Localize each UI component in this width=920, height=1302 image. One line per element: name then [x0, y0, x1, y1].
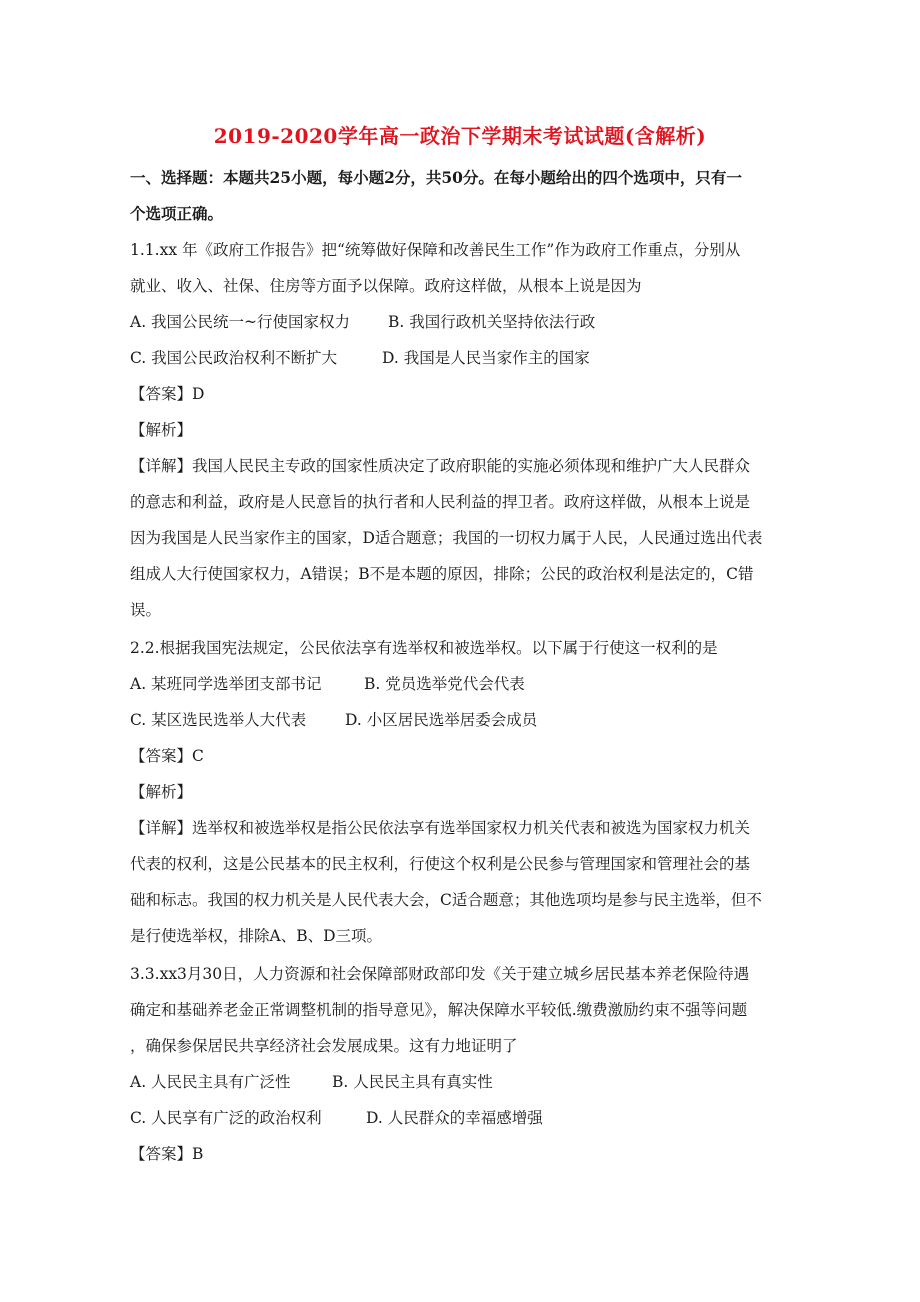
- section-instruction-line-2: 个选项正确。: [130, 204, 224, 223]
- q3-option-c: C. 人民享有广泛的政治权利: [130, 1109, 322, 1127]
- q1-option-c: C. 我国公民政治权利不断扩大: [130, 349, 338, 367]
- q3-option-d: D. 人民群众的幸福感增强: [366, 1109, 543, 1127]
- q2-detail-line-4: 是行使选举权，排除A、B、D三项。: [130, 927, 383, 945]
- q1-option-a: A. 我国公民统一~行使国家权力: [130, 313, 351, 331]
- q3-stem-line-2: 确定和基础养老金正常调整机制的指导意见》，解决保障水平较低.缴费激励约束不强等问题: [130, 1001, 748, 1019]
- q2-stem-line-1: 2.2.根据我国宪法规定，公民依法享有选举权和被选举权。以下属于行使这一权利的是: [130, 639, 718, 657]
- q1-options-row-2: [130, 346, 590, 370]
- q3-stem-line-1: 3.3.xx3月30日，人力资源和社会保障部财政部印发《关于建立城乡居民基本养老保险待遇: [130, 965, 750, 983]
- q3-options-row-1: [130, 1070, 493, 1094]
- q2-options-row-1: [130, 672, 525, 696]
- q1-answer: 【答案】D: [130, 385, 205, 403]
- q2-answer: 【答案】C: [130, 747, 204, 765]
- q3-answer: 【答案】B: [130, 1145, 204, 1163]
- q1-analysis-label: 【解析】: [130, 421, 193, 439]
- q2-detail-line-3: 础和标志。我国的权力机关是人民代表大会，C适合题意；其他选项均是参与民主选举，但不: [130, 891, 762, 909]
- section-instruction-line-1: 一、选择题：本题共25小题，每小题2分，共50分。在每小题给出的四个选项中，只有一: [130, 168, 742, 187]
- document-title: 2019-2020学年高一政治下学期末考试试题(含解析): [213, 124, 707, 148]
- q1-option-b: B. 我国行政机关坚持依法行政: [388, 313, 596, 331]
- q2-analysis-label: 【解析】: [130, 783, 193, 801]
- q2-detail-line-1: 【详解】选举权和被选举权是指公民依法享有选举国家权力机关代表和被选为国家权力机关: [130, 819, 751, 837]
- q3-options-row-2: [130, 1106, 543, 1130]
- q1-detail-line-3: 因为我国是人民当家作主的国家，D适合题意；我国的一切权力属于人民，人民通过选出代表: [130, 529, 763, 547]
- q2-detail-line-2: 代表的权利，这是公民基本的民主权利，行使这个权利是公民参与管理国家和管理社会的基: [130, 855, 751, 873]
- q1-detail-line-4: 组成人大行使国家权力，A错误；B不是本题的原因，排除；公民的政治权利是法定的，C错: [130, 565, 754, 583]
- q3-option-a: A. 人民民主具有广泛性: [130, 1073, 291, 1091]
- q1-detail-line-2: 的意志和利益，政府是人民意旨的执行者和人民利益的捍卫者。政府这样做，从根本上说是: [130, 493, 751, 511]
- q1-detail-line-5: 误。: [130, 601, 162, 619]
- q1-options-row-1: [130, 310, 595, 334]
- q3-option-b: B. 人民民主具有真实性: [332, 1073, 493, 1091]
- q2-option-b: B. 党员选举党代会代表: [364, 675, 525, 693]
- q1-stem-line-2: 就业、收入、社保、住房等方面予以保障。政府这样做，从根本上说是因为: [130, 277, 642, 295]
- q2-option-a: A. 某班同学选举团支部书记: [130, 675, 322, 693]
- q1-detail-line-1: 【详解】我国人民民主专政的国家性质决定了政府职能的实施必须体现和维护广大人民群众: [130, 457, 751, 475]
- q1-stem-line-1: 1.1.xx 年《政府工作报告》把“统筹做好保障和改善民生工作”作为政府工作重点，分别从: [130, 241, 741, 259]
- q2-option-c: C. 某区选民选举人大代表: [130, 711, 307, 729]
- q3-stem-line-3: ，确保参保居民共享经济社会发展成果。这有力地证明了: [130, 1037, 518, 1055]
- q2-options-row-2: [130, 708, 537, 732]
- q1-option-d: D. 我国是人民当家作主的国家: [382, 349, 590, 367]
- q2-option-d: D. 小区居民选举居委会成员: [345, 711, 538, 729]
